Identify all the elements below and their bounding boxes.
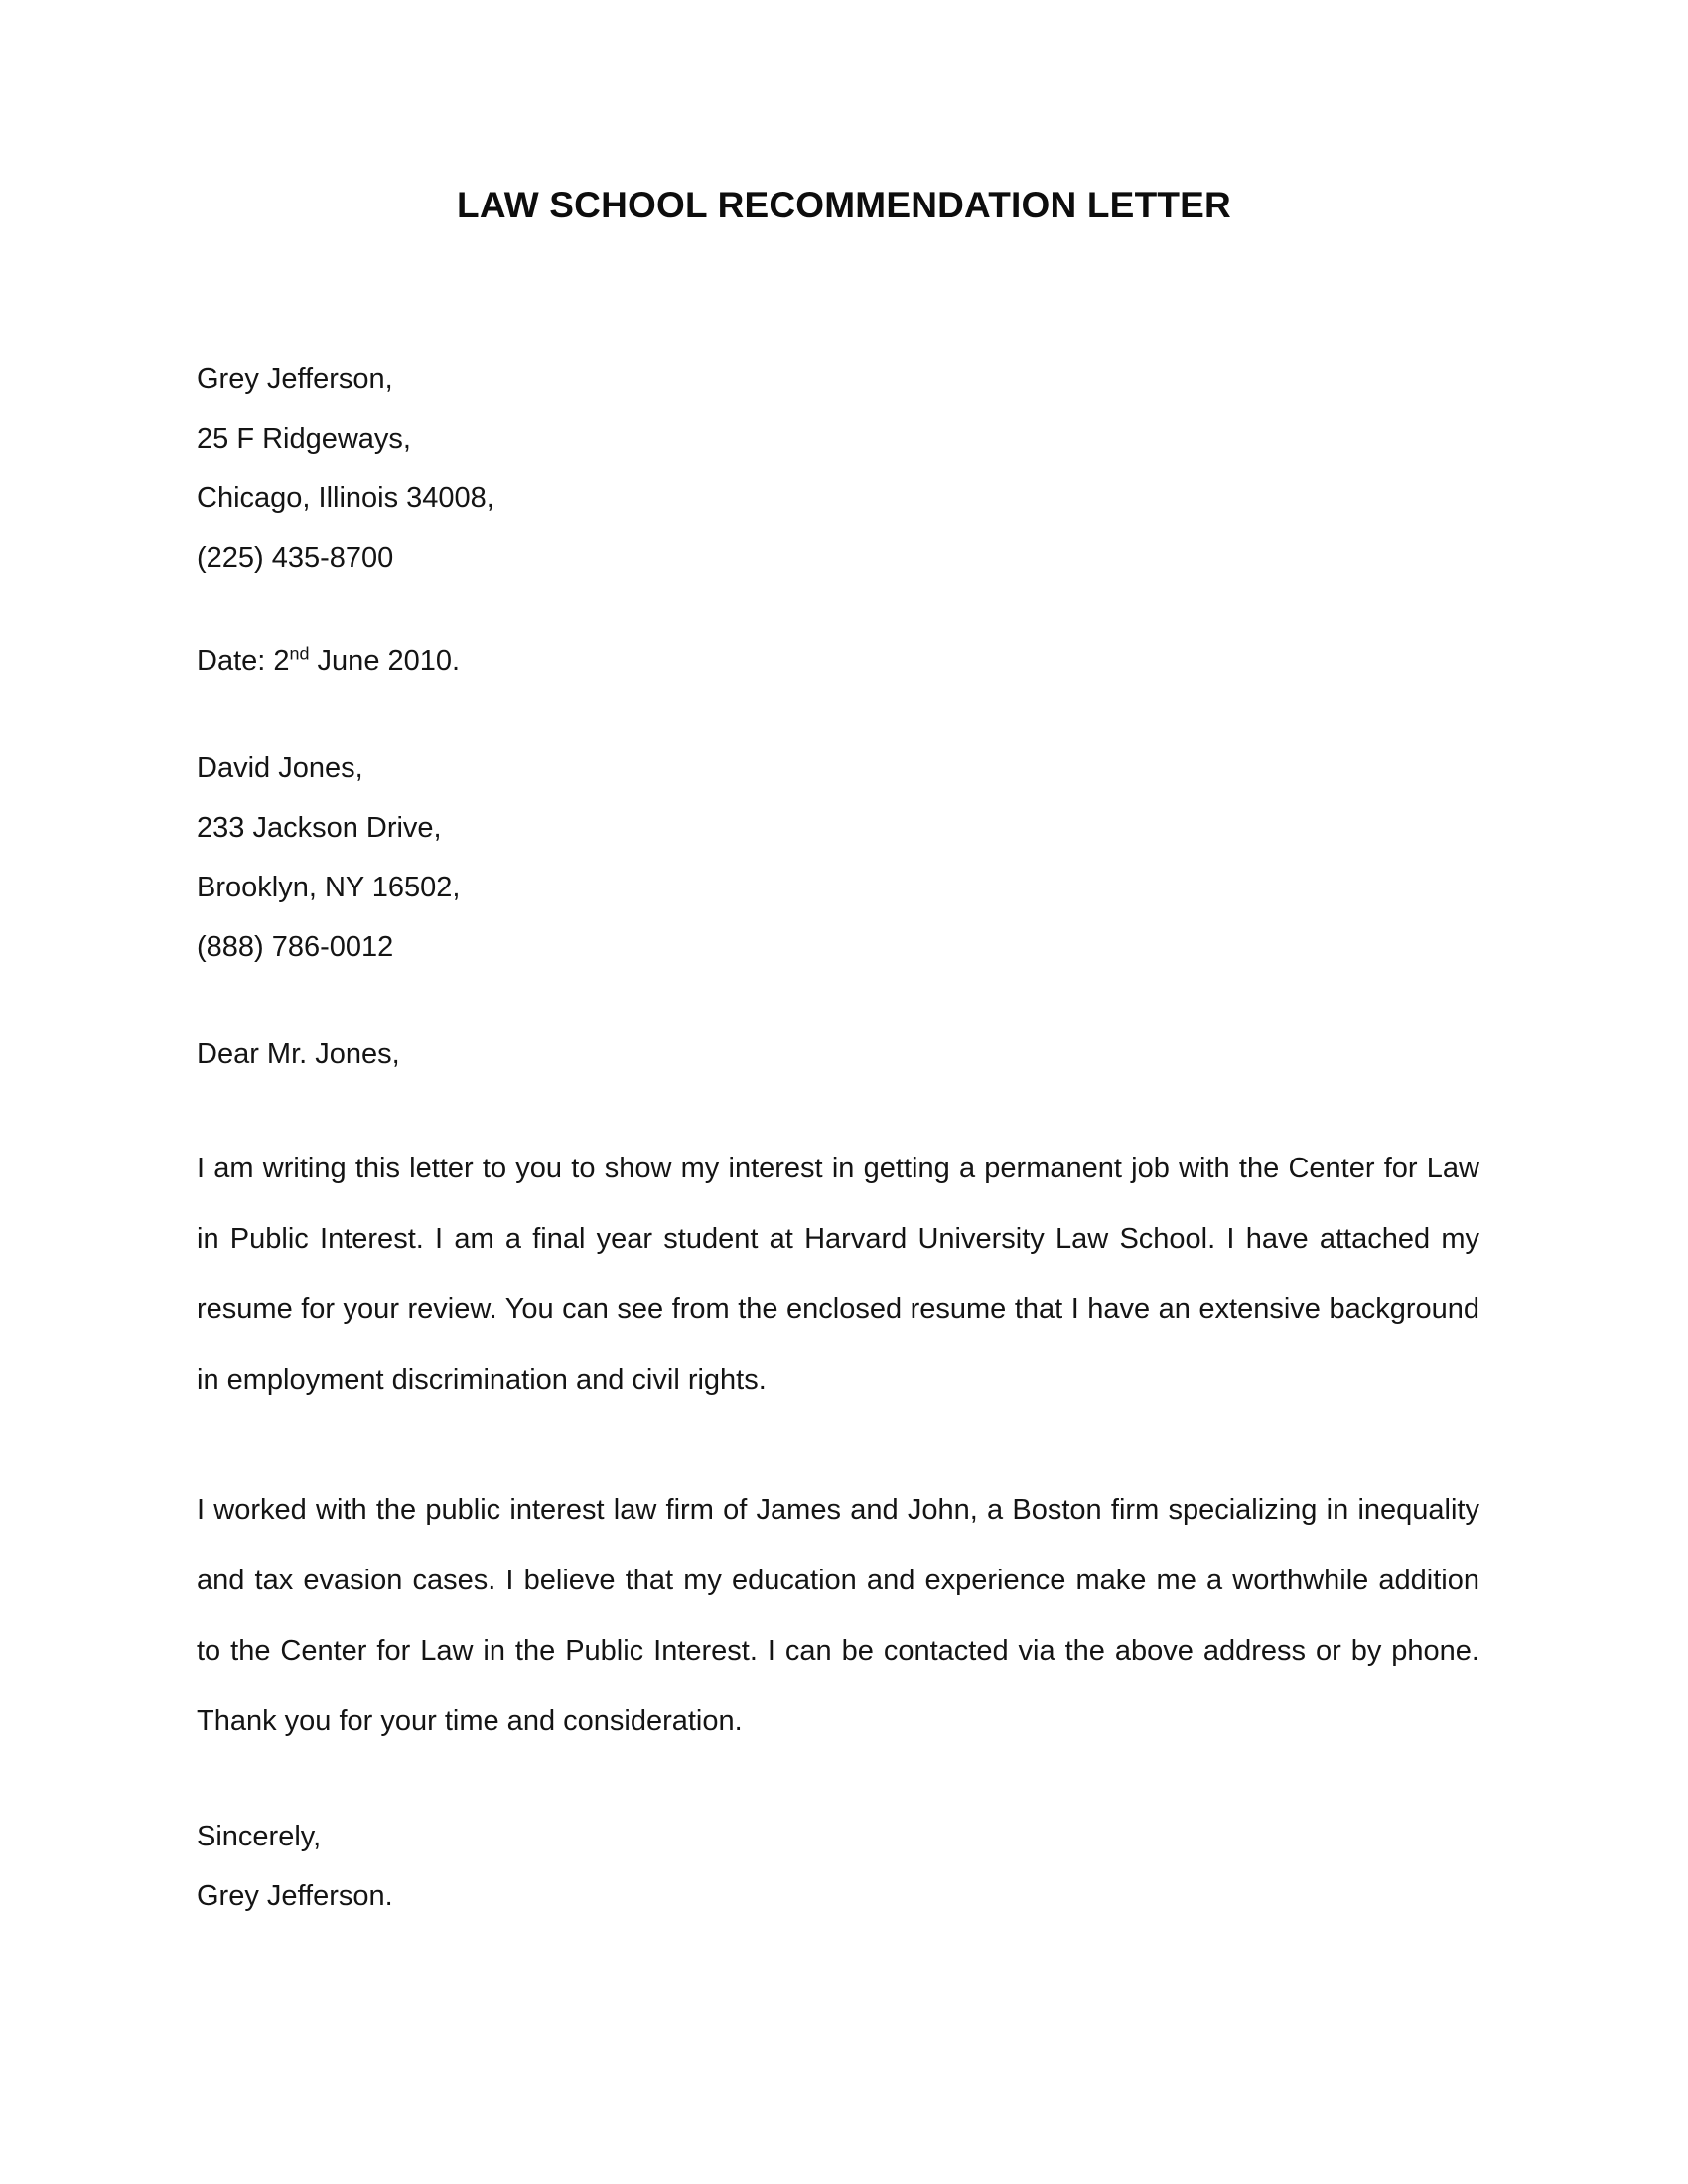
date-prefix: Date: 2: [197, 645, 290, 677]
body-paragraph-1: I am writing this letter to you to show my interest in getting a permanent job with the Center for Law in Public Interest. I am a final year student at Harvard University Law School. I have attached my resume for your review. You can see from the enclosed resume that I have an extensive background in employment discrimination and civil rights.: [197, 1153, 1479, 1396]
date-ordinal-suffix: nd: [289, 643, 310, 664]
recipient-street: 233 Jackson Drive,: [197, 812, 442, 844]
page-title: LAW SCHOOL RECOMMENDATION LETTER: [457, 185, 1231, 225]
recipient-city-state-zip: Brooklyn, NY 16502,: [197, 872, 461, 903]
spacer-after-date: [197, 691, 1479, 739]
letter-body: [197, 349, 1479, 1926]
salutation: Dear Mr. Jones,: [197, 1038, 400, 1070]
salutation-block: [197, 1024, 1479, 1084]
spacer-after-sender: [197, 588, 1479, 631]
closing-signature-name: Grey Jefferson.: [197, 1880, 393, 1912]
recipient-address-block: [197, 739, 1479, 977]
spacer-before-closing: [197, 1757, 1479, 1807]
sender-name: Grey Jefferson,: [197, 363, 393, 395]
closing-block: [197, 1807, 1479, 1926]
sender-city-state-zip: Chicago, Illinois 34008,: [197, 482, 494, 514]
closing-valediction: Sincerely,: [197, 1821, 322, 1852]
sender-phone: (225) 435-8700: [197, 542, 394, 574]
date-rest: June 2010.: [309, 645, 461, 677]
spacer-after-recipient: [197, 977, 1479, 1024]
sender-address-block: [197, 349, 1479, 588]
spacer-between-paragraphs: [197, 1416, 1479, 1475]
recipient-phone: (888) 786-0012: [197, 931, 394, 963]
sender-street: 25 F Ridgeways,: [197, 423, 411, 455]
spacer-after-salutation: [197, 1084, 1479, 1134]
date-block: [197, 631, 1479, 691]
recipient-name: David Jones,: [197, 752, 363, 784]
date-line: [197, 631, 1479, 691]
body-paragraph-2: I worked with the public interest law firm of James and John, a Boston firm specializing in inequality and tax evasion cases. I believe that my education and experience make me a worthwhile addition to the Center for Law in the Public Interest. I can be contacted via the above address or by phone. Thank you for your time and consideration.: [197, 1494, 1479, 1737]
